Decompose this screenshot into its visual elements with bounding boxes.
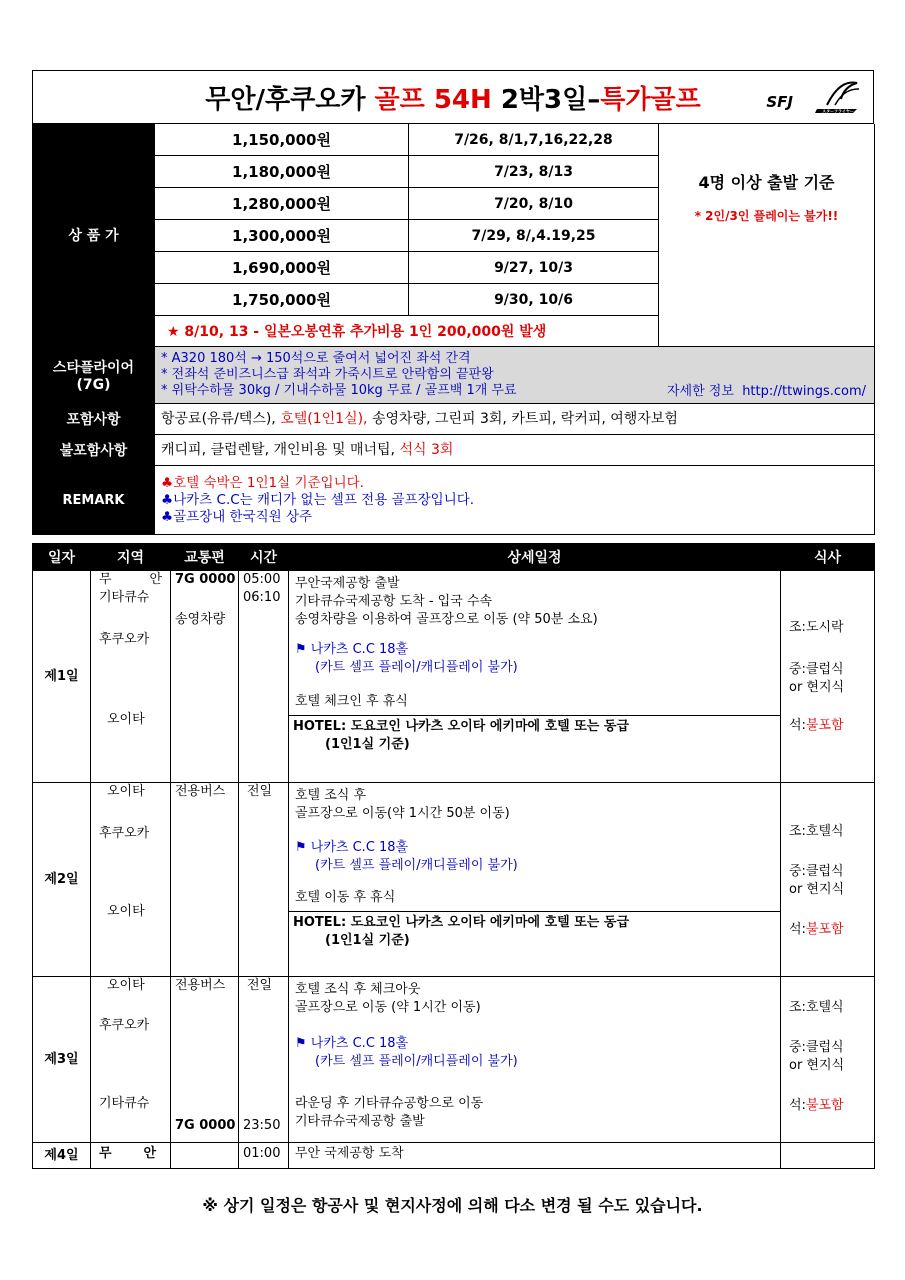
day3-label: 제3일 — [33, 977, 91, 1143]
starflyer-line-1: * A320 180석 → 150석으로 줄여서 넓어진 좌석 간격 — [161, 351, 471, 366]
price-2: 1,180,000원 — [155, 156, 409, 188]
day3-region-fukuoka: 후쿠오카 — [99, 1018, 150, 1033]
day2-meal-lunch-alt: or 현지식 — [789, 882, 845, 897]
dates-6: 9/30, 10/6 — [409, 284, 659, 316]
brand-text: SFJ — [766, 93, 793, 111]
day1-detail-2: 기타큐슈국제공항 도착 - 입국 수속 — [295, 594, 493, 609]
dates-4: 7/29, 8/,4.19,25 — [409, 220, 659, 252]
title-special: 특가골프 — [600, 84, 701, 115]
day1-region-muan-1: 무 — [99, 572, 112, 587]
dates-2: 7/23, 8/13 — [409, 156, 659, 188]
page-title — [33, 71, 874, 124]
day1-golf — [295, 641, 774, 677]
day3-flight: 7G 0000 — [175, 1118, 236, 1133]
excluded-text-1: 캐디피, 클럽렌탈, 개인비용 및 매너팁, — [161, 441, 396, 458]
day4-label: 제4일 — [33, 1143, 91, 1169]
day1-detail — [289, 571, 781, 783]
day1-time — [239, 571, 289, 783]
remark-line-3: ♣골프장내 한국직원 상주 — [161, 508, 313, 525]
day1-dinner-label: 석: — [789, 718, 806, 733]
day3-meal-lunch: 중:클럽식 — [789, 1040, 844, 1055]
day4-row — [33, 1143, 875, 1169]
day3-detail-3: 라운딩 후 기타큐슈공항으로 이동 — [295, 1096, 484, 1111]
day3-meal-dinner — [789, 1097, 844, 1115]
departure-cell — [659, 124, 875, 347]
title-holes: 54H — [433, 84, 492, 115]
tour-document — [32, 70, 874, 1169]
day3-row — [33, 977, 875, 1143]
day1-row — [33, 571, 875, 783]
header-detail: 상세일정 — [289, 544, 781, 571]
title-duration: 2박3일– — [500, 84, 601, 115]
header-meal: 식사 — [781, 544, 875, 571]
departure-condition: 4명 이상 출발 기준 — [698, 173, 835, 192]
day2-detail-3: 호텔 이동 후 휴식 — [295, 890, 396, 905]
day1-golf-1: 나카츠 C.C 18홀 — [310, 642, 409, 657]
day3-golf-1: 나카츠 C.C 18홀 — [310, 1036, 409, 1051]
included-text-1: 항공료(유류/텍스), — [161, 410, 276, 427]
day2-time-1: 전일 — [247, 784, 273, 799]
excluded-dinner: 석식 3회 — [399, 441, 454, 458]
day3-meal-breakfast: 조:호텔식 — [789, 1000, 844, 1015]
more-info-link[interactable]: http://ttwings.com/ — [742, 384, 866, 399]
day3-dinner-value: 불포함 — [805, 1098, 844, 1113]
starflyer-line-3: * 위탁수하물 30kg / 기내수하물 10kg 무료 / 골프백 1개 무료 — [161, 383, 517, 398]
day1-region-fukuoka: 후쿠오카 — [99, 632, 150, 647]
flag-icon: ⚑ — [295, 840, 307, 855]
day3-bus: 전용버스 — [175, 978, 226, 993]
day1-transport — [171, 571, 239, 783]
price-3: 1,280,000원 — [155, 188, 409, 220]
starflyer-label-1: 스타플라이어 — [52, 360, 135, 376]
day4-region — [91, 1143, 171, 1169]
price-1: 1,150,000원 — [155, 124, 409, 156]
footer-note: ※ 상기 일정은 항공사 및 현지사정에 의해 다소 변경 될 수도 있습니다. — [202, 1196, 703, 1215]
day1-detail-3: 송영차량을 이용하여 골프장으로 이동 (약 50분 소요) — [295, 612, 598, 627]
header-date: 일자 — [33, 544, 91, 571]
day4-detail: 무안 국제공항 도착 — [289, 1143, 781, 1169]
remark-label: REMARK — [33, 466, 155, 535]
day1-meal-dinner — [789, 717, 844, 735]
day1-hotel-1: HOTEL: 도요코인 나카츠 오이타 에키마에 호텔 또는 동급 — [293, 719, 630, 734]
day1-dinner-value: 불포함 — [805, 718, 844, 733]
day1-flight: 7G 0000 — [175, 572, 236, 587]
day3-region — [91, 977, 171, 1143]
day4-transport — [171, 1143, 239, 1169]
day1-detail-1: 무안국제공항 출발 — [295, 576, 400, 591]
day2-time — [239, 783, 289, 977]
day1-region — [91, 571, 171, 783]
day3-detail-1: 호텔 조식 후 체크아웃 — [295, 982, 421, 997]
day3-dinner-label: 석: — [789, 1098, 806, 1113]
day1-car: 송영차량 — [175, 612, 226, 627]
day1-region-oita: 오이타 — [107, 712, 145, 727]
day2-meal-dinner — [789, 921, 844, 939]
starflyer-logo — [813, 79, 863, 117]
dates-3: 7/20, 8/10 — [409, 188, 659, 220]
day2-region-fukuoka: 후쿠오카 — [99, 826, 150, 841]
day2-dinner-label: 석: — [789, 922, 806, 937]
day2-row — [33, 783, 875, 977]
day1-hotel-2: (1인1실 기준) — [325, 737, 410, 752]
day2-transport — [171, 783, 239, 977]
schedule-table — [32, 543, 875, 1169]
price-4: 1,300,000원 — [155, 220, 409, 252]
starflyer-label — [33, 347, 155, 404]
day4-meal — [781, 1143, 875, 1169]
day2-label: 제2일 — [33, 783, 91, 977]
day2-hotel — [289, 911, 780, 952]
included-text — [155, 404, 875, 435]
day2-dinner-value: 불포함 — [805, 922, 844, 937]
day3-detail-2: 골프장으로 이동 (약 1시간 이동) — [295, 1000, 481, 1015]
remark-line-1: ♣호텔 숙박은 1인1실 기준입니다. — [161, 474, 364, 491]
day1-meal — [781, 571, 875, 783]
day2-golf-1: 나카츠 C.C 18홀 — [310, 840, 409, 855]
day2-region-oita-2: 오이타 — [107, 904, 145, 919]
day3-time-1: 전일 — [247, 978, 273, 993]
day3-meal — [781, 977, 875, 1143]
day2-detail-2: 골프장으로 이동(약 1시간 50분 이동) — [295, 806, 510, 821]
included-text-2: 송영차량, 그린피 3회, 카트피, 락커피, 여행자보험 — [371, 410, 678, 427]
day2-golf-2: (카트 셀프 플레이/캐디플레이 불가) — [315, 858, 518, 873]
day3-time-2: 23:50 — [243, 1118, 281, 1133]
day3-time — [239, 977, 289, 1143]
day4-region-muan-1: 무 — [99, 1146, 112, 1161]
dates-1: 7/26, 8/1,7,16,22,28 — [409, 124, 659, 156]
title-route: 무안/후쿠오카 — [205, 84, 366, 115]
day3-golf — [295, 1035, 774, 1071]
header-region: 지역 — [91, 544, 171, 571]
day3-meal-lunch-alt: or 현지식 — [789, 1058, 845, 1073]
day1-label: 제1일 — [33, 571, 91, 783]
day3-detail — [289, 977, 781, 1143]
day2-hotel-1: HOTEL: 도요코인 나카츠 오이타 에키마에 호텔 또는 동급 — [293, 915, 630, 930]
excluded-label: 불포함사항 — [33, 435, 155, 466]
product-price-label: 상 품 가 — [33, 124, 155, 347]
starflyer-label-2: (7G) — [76, 377, 111, 393]
day3-golf-2: (카트 셀프 플레이/캐디플레이 불가) — [315, 1054, 518, 1069]
day1-region-kitakyushu: 기타큐슈 — [99, 590, 150, 605]
obon-note: ★ 8/10, 13 - 일본오봉연휴 추가비용 1인 200,000원 발생 — [155, 316, 659, 347]
day1-meal-lunch-alt: or 현지식 — [789, 680, 845, 695]
remark-line-2: ♣나카츠 C.C는 캐디가 없는 셀프 전용 골프장입니다. — [161, 491, 475, 508]
day2-meal-lunch: 중:클럽식 — [789, 864, 844, 879]
day2-meal-breakfast: 조:호텔식 — [789, 824, 844, 839]
flag-icon: ⚑ — [295, 1036, 307, 1051]
day4-region-muan-2: 안 — [143, 1146, 156, 1161]
title-table — [32, 70, 874, 124]
excluded-text — [155, 435, 875, 466]
day4-time: 01:00 — [239, 1143, 289, 1169]
day1-region-muan-2: 안 — [149, 572, 162, 587]
day1-meal-lunch: 중:클럽식 — [789, 662, 844, 677]
price-6: 1,750,000원 — [155, 284, 409, 316]
day2-meal — [781, 783, 875, 977]
starflyer-info — [155, 347, 875, 404]
more-info — [667, 384, 866, 400]
day2-bus: 전용버스 — [175, 784, 226, 799]
price-table — [32, 124, 875, 535]
header-time: 시간 — [239, 544, 289, 571]
day3-region-kitakyushu: 기타큐슈 — [99, 1096, 150, 1111]
remark-text — [155, 466, 875, 535]
day3-region-oita: 오이타 — [107, 978, 145, 993]
header-transport: 교통편 — [171, 544, 239, 571]
svg-text:スターフライヤー: スターフライヤー — [822, 108, 854, 114]
title-golf: 골프 — [374, 84, 425, 115]
included-label: 포함사항 — [33, 404, 155, 435]
day1-time-2: 06:10 — [243, 590, 281, 605]
starflyer-line-2: * 전좌석 준비즈니스급 좌석과 가죽시트로 안락함의 끝판왕 — [161, 367, 494, 382]
day1-meal-breakfast: 조:도시락 — [789, 620, 844, 635]
price-5: 1,690,000원 — [155, 252, 409, 284]
included-hotel: 호텔(1인1실), — [280, 410, 368, 427]
day1-time-1: 05:00 — [243, 572, 281, 587]
day3-detail-4: 기타큐슈국제공항 출발 — [295, 1114, 425, 1129]
day3-transport — [171, 977, 239, 1143]
play-note: * 2인/3인 플레이는 불가!! — [694, 209, 839, 223]
more-info-label: 자세한 정보 — [666, 384, 734, 399]
day1-detail-4: 호텔 체크인 후 휴식 — [295, 694, 408, 709]
day2-hotel-2: (1인1실 기준) — [325, 933, 410, 948]
day2-region — [91, 783, 171, 977]
day2-detail — [289, 783, 781, 977]
day2-region-oita: 오이타 — [107, 784, 145, 799]
day2-detail-1: 호텔 조식 후 — [295, 788, 367, 803]
flag-icon: ⚑ — [295, 642, 307, 657]
day1-golf-2: (카트 셀프 플레이/캐디플레이 불가) — [315, 660, 518, 675]
dates-5: 9/27, 10/3 — [409, 252, 659, 284]
day2-golf — [295, 839, 774, 875]
day1-hotel — [289, 715, 780, 756]
